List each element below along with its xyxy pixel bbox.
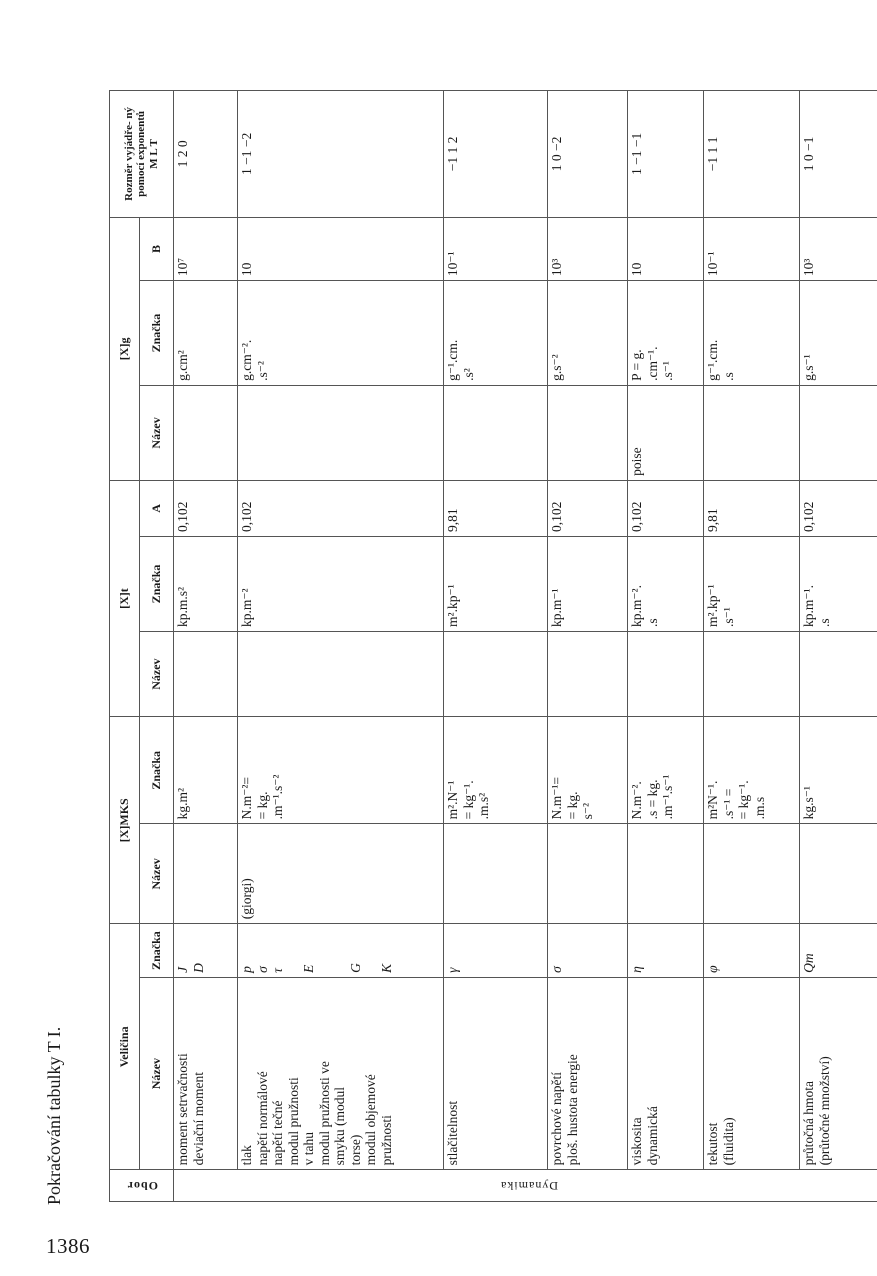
row-g-nazev: poise <box>628 385 704 480</box>
header-g-znacka: Značka <box>140 281 174 386</box>
row-t-znacka: m².kp⁻¹ <box>444 536 548 631</box>
header-g-b: B <box>140 217 174 280</box>
obor-dynamika: Dynamika <box>174 1170 877 1202</box>
row-b: 10⁻¹ <box>444 217 548 280</box>
row-a: 0,102 <box>800 480 877 536</box>
row-a: 0,102 <box>238 480 444 536</box>
header-rozmer <box>110 91 174 218</box>
row-expo: 1 0 −1 <box>800 91 877 218</box>
row-g-znacka: g.s⁻² <box>548 281 628 386</box>
header-mlt: M L T <box>147 139 160 169</box>
row-b: 10⁻¹ <box>704 217 800 280</box>
table-row <box>628 91 704 1202</box>
row-mks-nazev <box>704 824 800 924</box>
row-znacka: Qm <box>800 924 877 978</box>
row-g-nazev <box>238 385 444 480</box>
header-velicina: Veličina <box>110 924 140 1170</box>
row-mks-nazev <box>628 824 704 924</box>
header-row-top <box>110 91 140 1202</box>
table-row <box>800 91 877 1202</box>
row-expo: −1 1 2 <box>444 91 548 218</box>
table-row <box>548 91 628 1202</box>
header-t-znacka: Značka <box>140 536 174 631</box>
row-b: 10³ <box>548 217 628 280</box>
row-expo: 1 −1 −2 <box>238 91 444 218</box>
row-a: 0,102 <box>174 480 238 536</box>
row-znacka: η <box>628 924 704 978</box>
units-table <box>109 90 877 1202</box>
row-expo: 1 2 0 <box>174 91 238 218</box>
row-mks-znacka: m²N⁻¹. .s⁻¹ = = kg⁻¹. .m.s <box>704 717 800 824</box>
header-znacka: Značka <box>140 924 174 978</box>
header-nazev: Název <box>140 977 174 1169</box>
row-g-znacka: g.cm² <box>174 281 238 386</box>
table-body <box>174 91 877 1202</box>
row-mks-znacka: kg.s⁻¹ <box>800 717 877 824</box>
row-znacka: J D <box>174 924 238 978</box>
row-t-nazev <box>704 631 800 716</box>
row-mks-nazev <box>548 824 628 924</box>
table-caption: Pokračování tabulky T I. <box>44 1026 64 1205</box>
header-mks: [X]MKS <box>110 717 140 924</box>
row-nazev: tekutost (fluidita) <box>704 977 800 1169</box>
header-obor: Obor <box>110 1170 174 1202</box>
row-t-znacka: kp.m⁻¹ <box>548 536 628 631</box>
header-t: [X]t <box>110 480 140 716</box>
row-t-nazev <box>800 631 877 716</box>
row-mks-znacka: m².N⁻¹ = kg⁻¹. .m.s² <box>444 717 548 824</box>
row-nazev: tlak napětí normálové napětí tečné modul pružnosti v tahu modul pružnosti ve smyku (modul torse) modul objemové pružnosti <box>238 977 444 1169</box>
row-znacka: γ <box>444 924 548 978</box>
row-mks-nazev <box>174 824 238 924</box>
row-t-nazev <box>548 631 628 716</box>
row-g-znacka: g.cm⁻². .s⁻² <box>238 281 444 386</box>
row-b: 10 <box>238 217 444 280</box>
row-nazev: moment setrvačnosti deviační moment <box>174 977 238 1169</box>
row-a: 0,102 <box>548 480 628 536</box>
row-g-znacka: g⁻¹.cm. .s² <box>444 281 548 386</box>
row-g-nazev <box>548 385 628 480</box>
row-a: 9,81 <box>704 480 800 536</box>
row-t-nazev <box>238 631 444 716</box>
row-g-nazev <box>174 385 238 480</box>
row-t-znacka: m².kp⁻¹ .s⁻¹ <box>704 536 800 631</box>
header-t-a: A <box>140 480 174 536</box>
header-rozmer-text: Rozměr vyjádře- ný pomocí exponentů <box>122 106 148 201</box>
header-mks-znacka: Značka <box>140 717 174 824</box>
row-expo: 1 −1 −1 <box>628 91 704 218</box>
row-expo: 1 0 −2 <box>548 91 628 218</box>
row-znacka: p σ τ E G K <box>238 924 444 978</box>
header-g: [X]g <box>110 217 140 480</box>
header-mks-nazev: Název <box>140 824 174 924</box>
row-mks-znacka: N.m⁻¹= = kg. s⁻² <box>548 717 628 824</box>
row-mks-znacka: kg.m² <box>174 717 238 824</box>
row-t-nazev <box>174 631 238 716</box>
row-a: 9,81 <box>444 480 548 536</box>
table-row <box>444 91 548 1202</box>
header-t-nazev: Název <box>140 631 174 716</box>
row-mks-nazev: (giorgi) <box>238 824 444 924</box>
row-t-znacka: kp.m⁻². .s <box>628 536 704 631</box>
row-t-znacka: kp.m.s² <box>174 536 238 631</box>
row-mks-znacka: N.m⁻²= = kg. .m⁻¹.s⁻² <box>238 717 444 824</box>
row-a: 0,102 <box>628 480 704 536</box>
header-g-nazev: Název <box>140 385 174 480</box>
row-g-znacka: g.s⁻¹ <box>800 281 877 386</box>
row-nazev: průtočná hmota (průtočné množství) <box>800 977 877 1169</box>
row-mks-znacka: N.m⁻². .s = kg. .m⁻¹.s⁻¹ <box>628 717 704 824</box>
row-t-znacka: kp.m⁻¹. .s <box>800 536 877 631</box>
row-g-nazev <box>704 385 800 480</box>
row-g-znacka: P = g. .cm⁻¹. .s⁻¹ <box>628 281 704 386</box>
rotated-table-wrapper <box>109 90 832 1202</box>
row-mks-nazev <box>444 824 548 924</box>
row-b: 10 <box>628 217 704 280</box>
table-row <box>704 91 800 1202</box>
row-b: 10³ <box>800 217 877 280</box>
table-row <box>238 91 444 1202</box>
header-row-sub <box>140 91 174 1202</box>
row-znacka: σ <box>548 924 628 978</box>
row-nazev: stlačitelnost <box>444 977 548 1169</box>
row-g-nazev <box>800 385 877 480</box>
table-row <box>174 91 238 1202</box>
row-mks-nazev <box>800 824 877 924</box>
row-g-znacka: g⁻¹.cm. .s <box>704 281 800 386</box>
row-znacka: φ <box>704 924 800 978</box>
row-t-nazev <box>444 631 548 716</box>
row-t-znacka: kp.m⁻² <box>238 536 444 631</box>
page-number: 1386 <box>46 1234 90 1258</box>
row-t-nazev <box>628 631 704 716</box>
row-expo: −1 1 1 <box>704 91 800 218</box>
row-b: 10⁷ <box>174 217 238 280</box>
row-nazev: povrchové napětí ploš. hustota energie <box>548 977 628 1169</box>
row-nazev: viskosita dynamická <box>628 977 704 1169</box>
row-g-nazev <box>444 385 548 480</box>
